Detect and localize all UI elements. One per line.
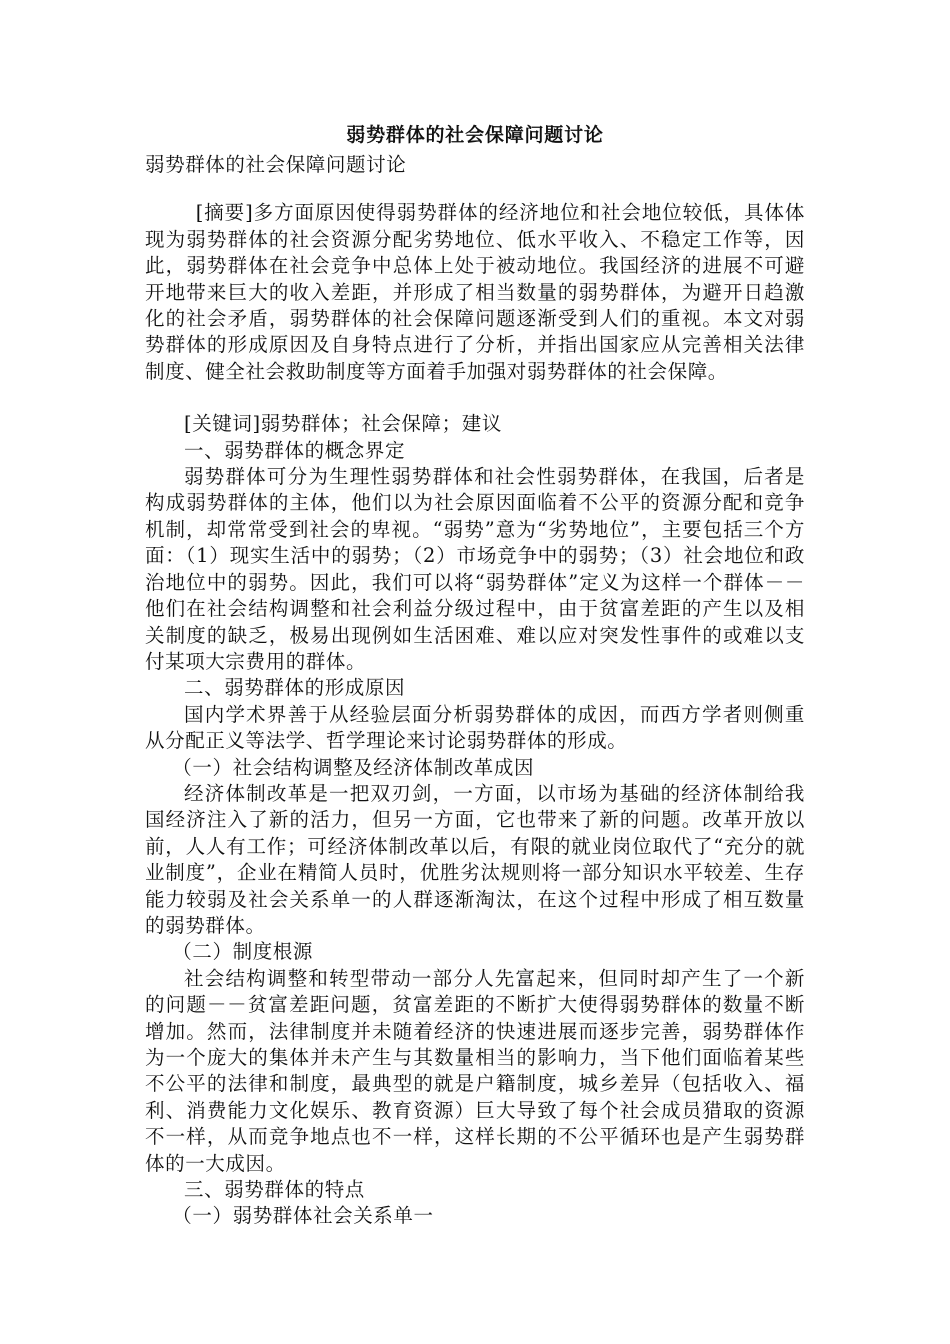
subsection-heading-2-2: （二）制度根源 [172,940,313,964]
section-1-paragraph: 弱势群体可分为生理性弱势群体和社会性弱势群体，在我国，后者是构成弱势群体的主体，他们以为社会原因面临着不公平的资源分配和竞争机制，却常常受到社会的卑视。“弱势”意为“劣势地位”，主要包括三个方面：（1）现实生活中的弱势；（2）市场竞争中的弱势；（3）社会地位和政治地位中的弱势。因此，我们可以将“弱势群体”定义为这样一个群体－－他们在社会结构调整和社会利益分级过程中，由于贫富差距的产生以及相关制度的缺乏，极易出现例如生活困难、难以应对突发性事件的或难以支付某项大宗费用的群体。 [145,465,805,673]
subsection-heading-2-1: （一）社会结构调整及经济体制改革成因 [172,755,535,779]
keywords-line: [关键词]弱势群体；社会保障；建议 [184,412,502,436]
section-heading-3: 三、弱势群体的特点 [184,1178,365,1202]
section-heading-1: 一、弱势群体的概念界定 [184,438,406,462]
document-title: 弱势群体的社会保障问题讨论 [346,124,604,146]
document-subtitle: 弱势群体的社会保障问题讨论 [145,153,407,176]
section-2-paragraph: 国内学术界善于从经验层面分析弱势群体的成因，而西方学者则侧重从分配正义等法学、哲学理论来讨论弱势群体的形成。 [145,702,805,753]
document-page [145,120,805,1230]
section-heading-2: 二、弱势群体的形成原因 [184,676,406,700]
abstract-paragraph: [摘要]多方面原因使得弱势群体的经济地位和社会地位较低，具体体现为弱势群体的社会资源分配劣势地位、低水平收入、不稳定工作等，因此，弱势群体在社会竞争中总体上处于被动地位。我国经济的进展不可避开地带来巨大的收入差距，并形成了相当数量的弱势群体，为避开日趋激化的社会矛盾，弱势群体的社会保障问题逐渐受到人们的重视。本文对弱势群体的形成原因及自身特点进行了分析，并指出国家应从完善相关法律制度、健全社会救助制度等方面着手加强对弱势群体的社会保障。 [145,201,805,383]
subsection-2-1-paragraph: 经济体制改革是一把双刃剑，一方面，以市场为基础的经济体制给我国经济注入了新的活力，但另一方面，它也带来了新的问题。改革开放以前，人人有工作；可经济体制改革以后，有限的就业岗位取代了“充分的就业制度”，企业在精简人员时，优胜劣汰规则将一部分知识水平较差、生存能力较弱及社会关系单一的人群逐渐淘汰，在这个过程中形成了相互数量的弱势群体。 [145,781,805,937]
subsection-heading-3-1: （一）弱势群体社会关系单一 [172,1204,434,1228]
subsection-2-2-paragraph: 社会结构调整和转型带动一部分人先富起来，但同时却产生了一个新的问题－－贫富差距问题，贫富差距的不断扩大使得弱势群体的数量不断增加。然而，法律制度并未随着经济的快速进展而逐步完善，弱势群体作为一个庞大的集体并未产生与其数量相当的影响力，当下他们面临着某些不公平的法律和制度，最典型的就是户籍制度，城乡差异（包括收入、福利、消费能力文化娱乐、教育资源）巨大导致了每个社会成员猎取的资源不一样，从而竞争地点也不一样，这样长期的不公平循环也是产生弱势群体的一大成因。 [145,966,805,1175]
